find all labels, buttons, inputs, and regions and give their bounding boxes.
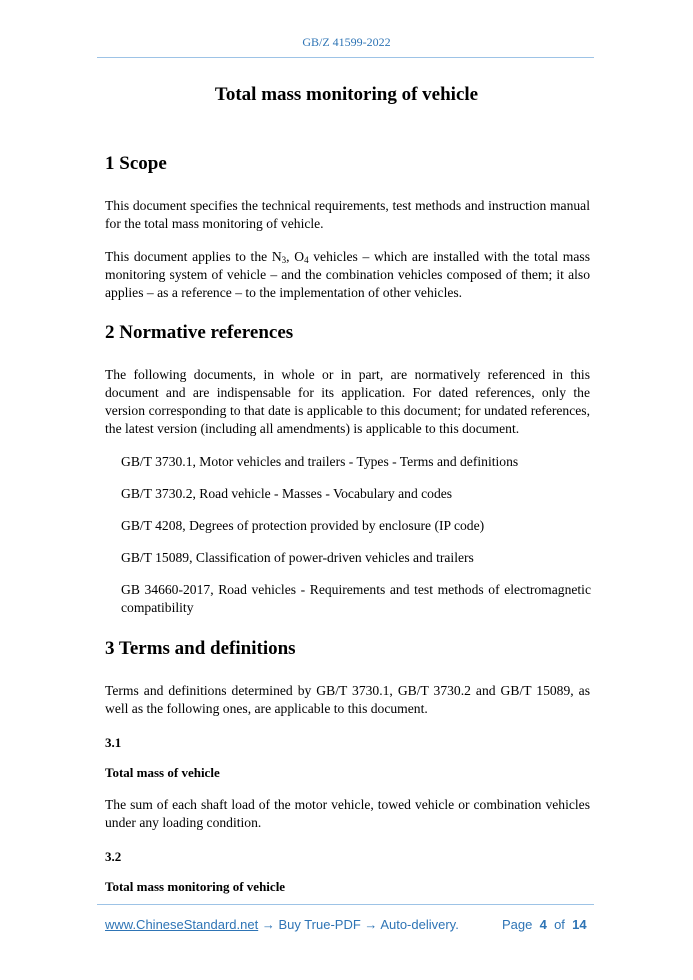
scope-paragraph-2: This document applies to the $N_3$, $O_4$ vehicles – which are installed with the total mass monitoring system of vehicle – and the combination vehicles composed of them; it also applies – as a reference – to the implementation of other vehicles. [105,249,590,300]
reference-item: GB/T 15089, Classification of power-driven vehicles and trailers [121,550,474,565]
buy-pdf-link[interactable]: Buy True-PDF [278,917,361,932]
footer-promo [105,917,459,932]
arrow-icon: → [258,917,279,932]
page-total: 14 [572,917,587,932]
reference-item: GB/T 3730.2, Road vehicle - Masses - Vocabulary and codes [121,486,453,501]
running-header: GB/Z 41599-2022 [302,35,391,49]
section-1-heading: 1 Scope [105,153,167,174]
reference-item: GB 34660-2017, Road vehicles - Requirements and test methods of electromagnetic compatibility [121,582,591,615]
term-name: Total mass monitoring of vehicle [105,879,286,894]
scope-paragraph-1: This document specifies the technical requirements, test methods and instruction manual for the total mass monitoring of vehicle. [105,198,590,231]
of-label: of [554,917,565,932]
page-number: 4 [539,917,547,932]
arrow-icon: → [360,917,381,932]
terms-intro: Terms and definitions determined by GB/T 3730.1, GB/T 3730.2 and GB/T 15089, as well as the following ones, are applicable to this document. [105,683,590,716]
header-divider [97,57,594,58]
term-definition: The sum of each shaft load of the motor vehicle, towed vehicle or combination vehicles under any loading condition. [105,797,590,830]
footer-divider [97,904,594,905]
page-indicator [502,917,587,932]
delivery-text: Auto-delivery. [380,917,459,932]
section-2-heading: 2 Normative references [105,322,294,343]
reference-item: GB/T 4208, Degrees of protection provided by enclosure (IP code) [121,518,485,533]
normative-intro: The following documents, in whole or in part, are normatively referenced in this document and are indispensable for its application. For dated references, only the version corresponding to that date is applicable to this document; for undated references, the latest version (including all amendments) is applicable to this document. [105,367,590,436]
page-label: Page [502,917,533,932]
term-name: Total mass of vehicle [105,765,220,780]
site-link[interactable]: www.ChineseStandard.net [105,917,259,932]
term-number: 3.1 [105,735,122,750]
section-3-heading: 3 Terms and definitions [105,638,296,659]
term-number: 3.2 [105,849,122,864]
reference-item: GB/T 3730.1, Motor vehicles and trailers - Types - Terms and definitions [121,454,519,469]
document-title: Total mass monitoring of vehicle [214,84,479,105]
